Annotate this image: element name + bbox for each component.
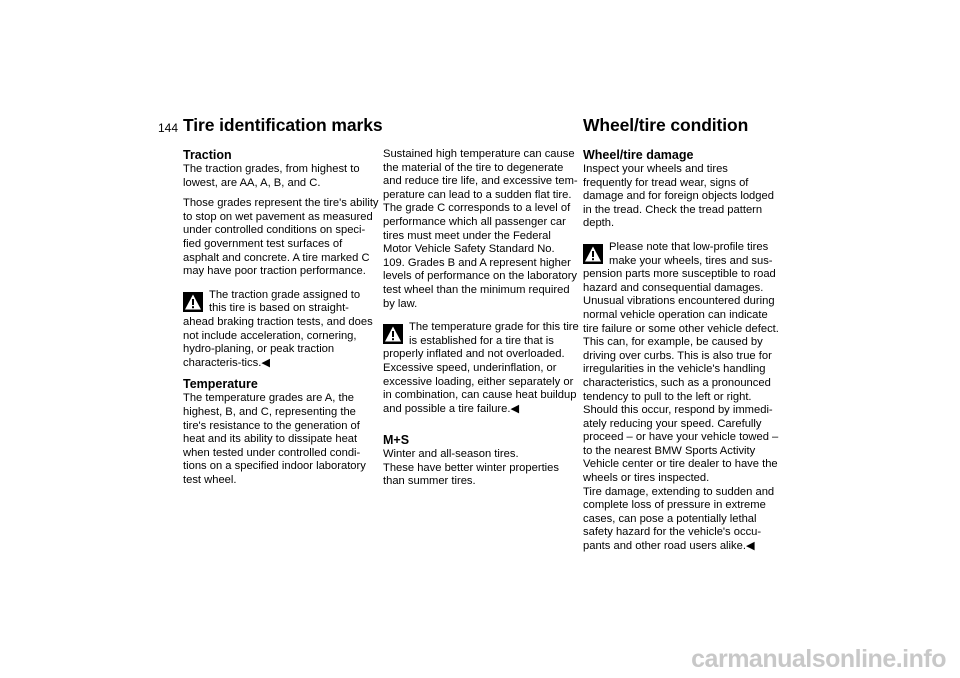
ms-line-2: These have better winter properties than summer tires.	[383, 461, 559, 488]
column-left	[183, 148, 379, 494]
temperature-paragraph-2: Sustained high temperature can cause the material of the tire to degenerate and reduce tire life, and excessive tem-perature can lead to a sudden flat tire. The grade C corresponds to a level of performance which all passenger car tires must meet under the Federal Motor Vehicle Safety Standard No. 109. Grades B and A represent higher levels of performance on the laboratory test wheel than the minimum required by law.	[383, 148, 578, 310]
traction-paragraph-2: Those grades represent the tire's ability to stop on wet pavement as measured under controlled conditions on speci-fied government test surfaces of asphalt and concrete. A tire marked C may have poor traction performance.	[183, 197, 379, 278]
damage-paragraph-1: Inspect your wheels and tires frequently for tread wear, signs of damage and for foreign objects lodged in the tread. Check the tread pattern depth.	[583, 163, 774, 230]
warning-triangle-icon	[183, 292, 203, 312]
temperature-warning	[383, 321, 579, 416]
damage-warning-text: Please note that low-profile tires make your wheels, tires and sus-pension parts more susceptible to road hazard and consequential damages. Unusual vibrations encountered during normal vehicle operation can indicate tire failure or some other vehicle defect. This can, for example, be caused by driving over curbs. This is also true for irregularities in the vehicle's handling characteristics, such as a pronounced tendency to pull to the left or right. Should this occur, respond by immedi-ately reducing your speed. Carefully proceed – or have your vehicle towed – to the nearest BMW Sports Activity Vehicle center or tire dealer to have the wheels or tires inspected.	[583, 240, 779, 485]
page-number: 144	[158, 121, 179, 135]
warning-triangle-icon	[583, 244, 603, 264]
traction-paragraph-1: The traction grades, from highest to lowest, are AA, A, B, and C.	[183, 163, 360, 189]
damage-warning-text-2: Tire damage, extending to sudden and complete loss of pressure in extreme cases, can pose a potentially lethal safety hazard for the vehicle's occu-pants and other road users alike.◀	[583, 485, 775, 553]
heading-ms: M+S	[383, 433, 410, 448]
heading-wheel-tire-damage: Wheel/tire damage	[583, 148, 694, 162]
section-title-tire-identification: Tire identification marks	[183, 115, 383, 135]
traction-warning	[183, 289, 379, 371]
column-middle	[383, 148, 579, 489]
section-title-wheel-tire-condition: Wheel/tire condition	[583, 115, 749, 135]
warning-triangle-icon	[383, 324, 403, 344]
damage-warning	[583, 241, 779, 554]
heading-traction: Traction	[183, 148, 232, 162]
traction-warning-text: The traction grade assigned to this tire is based on straight-ahead braking traction tests, and does not include acceleration, cornering, hydro-planing, or peak traction characteris-tics.◀	[183, 288, 373, 369]
heading-temperature: Temperature	[183, 377, 258, 392]
ms-line-1: Winter and all-season tires.	[383, 448, 519, 461]
temperature-paragraph-1: The temperature grades are A, the highest, B, and C, representing the tire's resistance to the generation of heat and its ability to dissipate heat when tested under controlled condi-tions on a specified indoor laboratory test wheel.	[183, 392, 366, 486]
temperature-warning-text: The temperature grade for this tire is established for a tire that is properly inflated and not overloaded. Excessive speed, underinflation, or excessive loading, either separately or in combination, can cause heat buildup and possible a tire failure.◀	[383, 321, 579, 415]
column-right	[583, 148, 779, 561]
watermark-logo: carmanualsonline.info	[691, 645, 946, 673]
